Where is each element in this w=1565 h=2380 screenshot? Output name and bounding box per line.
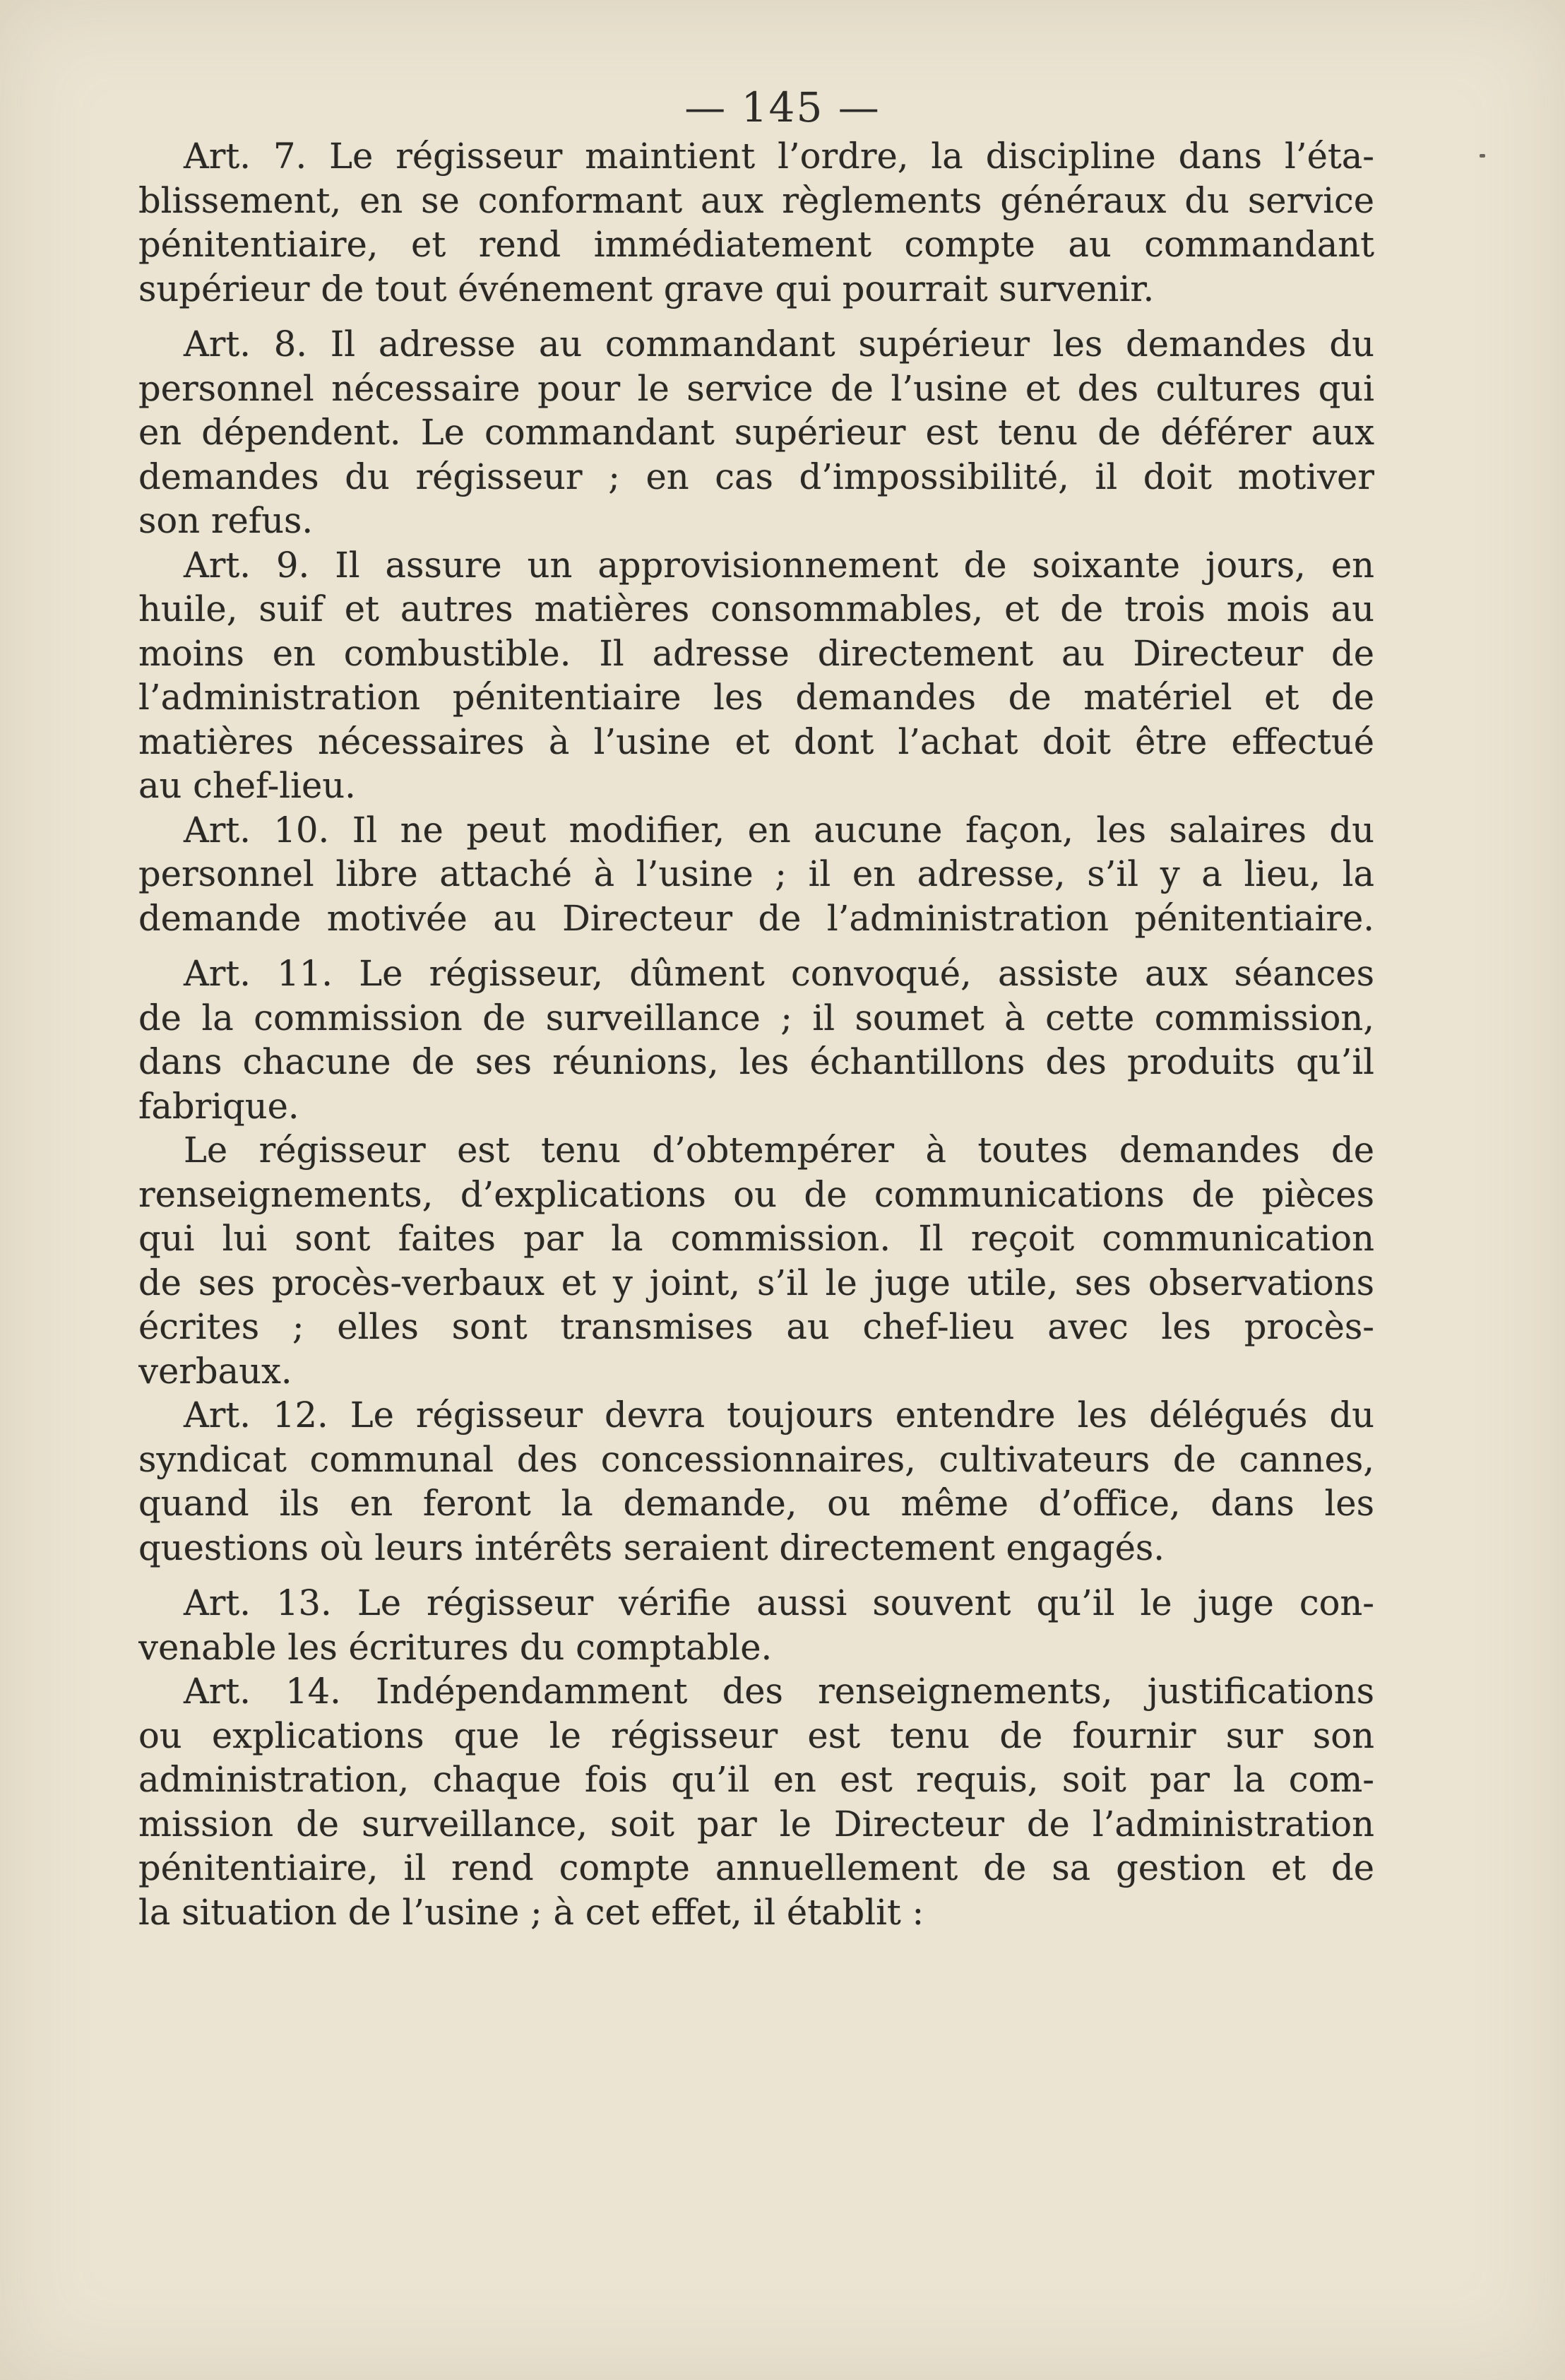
text-line: mission de surveillance, soit par le Directeur de l’administration	[138, 1803, 1374, 1845]
text-line: quand ils en feront la demande, ou même d’office, dans les	[138, 1483, 1374, 1524]
text-line: Art. 12. Le régisseur devra toujours entendre les délégués du	[184, 1395, 1374, 1435]
text-line: venable les écritures du comptable.	[138, 1626, 773, 1668]
text-line: Art. 10. Il ne peut modifier, en aucune façon, les salaires du	[184, 809, 1374, 851]
paragraph-art-13	[138, 1581, 1374, 1669]
text-line: pénitentiaire, et rend immédiatement compte au commandant	[138, 224, 1374, 265]
text-line: moins en combustible. Il adresse directement au Directeur de	[138, 632, 1374, 674]
paragraph-art-8	[138, 322, 1374, 543]
text-line: personnel nécessaire pour le service de l’usine et des cultures qui	[138, 367, 1374, 409]
text-line: la situation de l’usine ; à cet effet, il établit :	[138, 1891, 924, 1933]
paragraph-gap	[138, 1570, 1374, 1581]
paragraph-gap	[138, 311, 1374, 322]
text-line: Le régisseur est tenu d’obtempérer à toutes demandes de	[184, 1130, 1374, 1171]
text-line: Art. 9. Il assure un approvisionnement de soixante jours, en	[184, 544, 1374, 586]
text-line: son refus.	[138, 500, 314, 541]
text-line: de ses procès-verbaux et y joint, s’il le juge utile, ses observations	[138, 1262, 1374, 1303]
text-line: fabrique.	[138, 1085, 299, 1127]
text-line: l’administration pénitentiaire les demandes de matériel et de	[138, 677, 1374, 718]
text-line: renseignements, d’explications ou de communications de pièces	[138, 1173, 1374, 1215]
text-line: Art. 11. Le régisseur, dûment convoqué, assiste aux séances	[184, 953, 1374, 994]
paragraph-art-10	[138, 808, 1374, 941]
text-line: pénitentiaire, il rend compte annuellement de sa gestion et de	[138, 1847, 1374, 1888]
text-line: qui lui sont faites par la commission. Il reçoit communication	[138, 1218, 1374, 1259]
text-line: questions où leurs intérêts seraient directement engagés.	[138, 1527, 1165, 1568]
paragraph-regisseur-obligations	[138, 1128, 1374, 1393]
text-line: en dépendent. Le commandant supérieur est tenu de déférer aux	[138, 412, 1374, 453]
text-line: ou explications que le régisseur est tenu de fournir sur son	[138, 1715, 1374, 1756]
text-line: supérieur de tout événement grave qui pourrait survenir.	[138, 268, 1155, 309]
text-line: dans chacune de ses réunions, les échantillons des produits qu’il	[138, 1041, 1374, 1082]
text-line: Art. 13. Le régisseur vérifie aussi souvent qu’il le juge con-	[184, 1582, 1374, 1623]
paragraph-art-14	[138, 1669, 1374, 1934]
text-line: huile, suif et autres matières consommables, et de trois mois au	[138, 588, 1374, 629]
paragraph-gap	[138, 940, 1374, 952]
text-line: personnel libre attaché à l’usine ; il en adresse, s’il y a lieu, la	[138, 853, 1374, 894]
paragraph-art-11	[138, 952, 1374, 1128]
text-line: au chef-lieu.	[138, 765, 356, 806]
text-line: blissement, en se conformant aux règlements généraux du service	[138, 179, 1374, 221]
paragraph-art-7	[138, 134, 1374, 311]
text-line: Art. 7. Le régisseur maintient l’ordre, la discipline dans l’éta-	[184, 136, 1374, 177]
paragraph-art-9	[138, 543, 1374, 808]
text-line: demandes du régisseur ; en cas d’impossibilité, il doit motiver	[138, 456, 1374, 497]
text-line: Art. 14. Indépendamment des renseignements, justifications	[184, 1671, 1374, 1712]
text-line: matières nécessaires à l’usine et dont l’achat doit être effectué	[138, 721, 1374, 762]
paragraph-art-12	[138, 1393, 1374, 1570]
page-number: — 145 —	[684, 83, 881, 131]
text-line: demande motivée au Directeur de l’administration pénitentiaire.	[138, 897, 1374, 939]
text-line: syndicat communal des concessionnaires, cultivateurs de cannes,	[138, 1438, 1374, 1480]
text-line: verbaux.	[138, 1350, 292, 1392]
body-text	[138, 134, 1374, 1934]
text-line: administration, chaque fois qu’il en est requis, soit par la com-	[138, 1759, 1374, 1800]
text-line: écrites ; elles sont transmises au chef-lieu avec les procès-	[138, 1306, 1374, 1347]
text-line: Art. 8. Il adresse au commandant supérieur les demandes du	[184, 324, 1374, 365]
paper-speck	[1480, 154, 1485, 158]
text-line: de la commission de surveillance ; il soumet à cette commission,	[138, 997, 1374, 1038]
